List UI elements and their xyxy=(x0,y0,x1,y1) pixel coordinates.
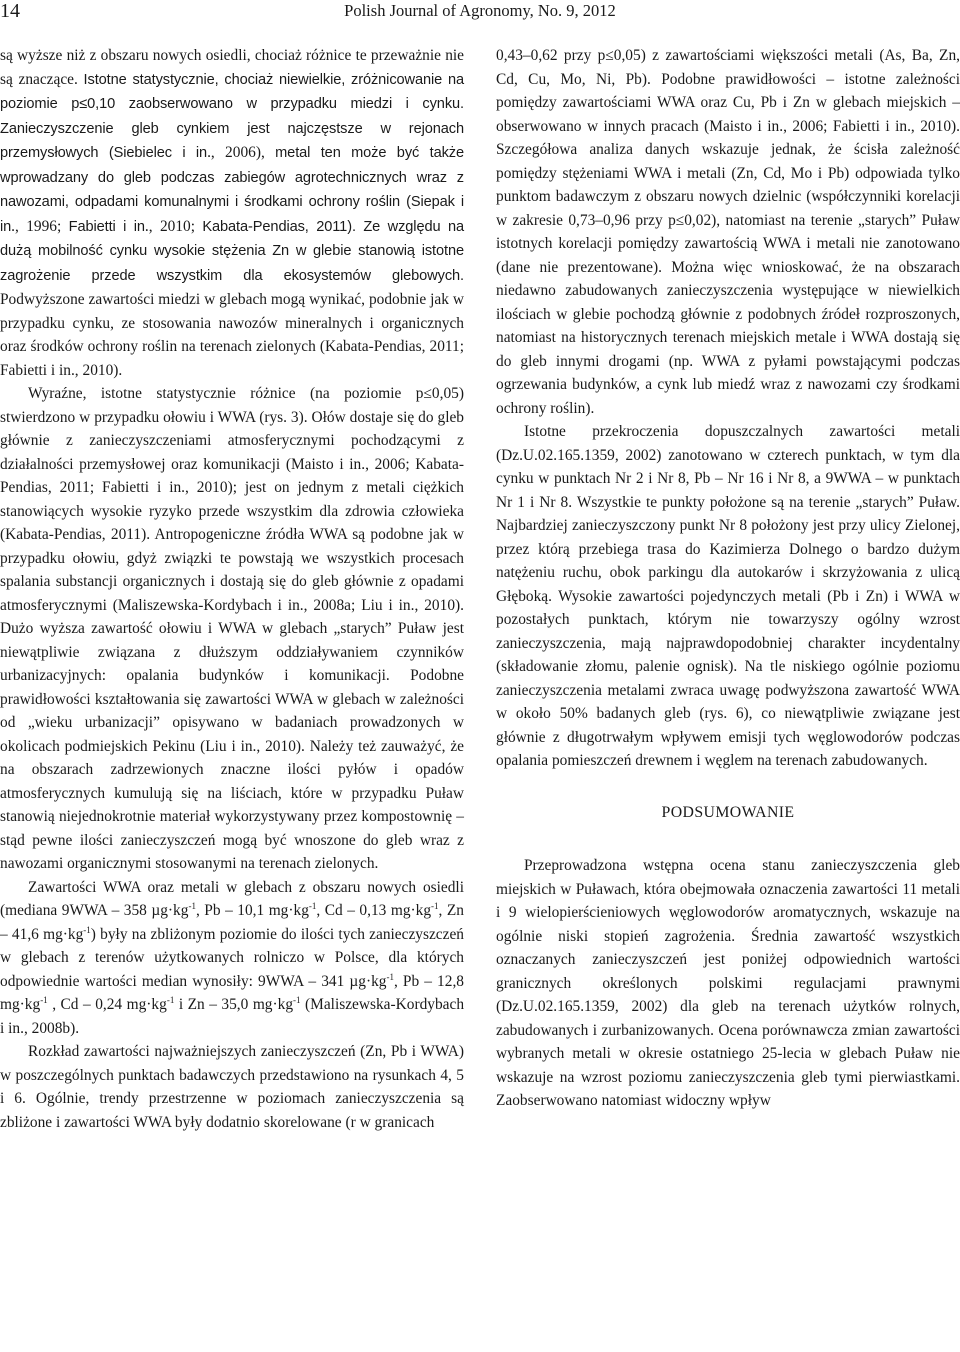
superscript: -1 xyxy=(188,901,196,911)
text-run: ., 2010; xyxy=(144,217,203,235)
text-run: i Zn – 35,0 mg·kg xyxy=(174,996,294,1013)
superscript: -1 xyxy=(40,995,48,1005)
right-column xyxy=(496,44,960,1113)
paragraph-lead-pah: Wyraźne, istotne statystycznie różnice (na poziomie p≤0,05) stwierdzono w przypadku ołowiu i WWA (rys. 3). Ołów dostaje się do gleb głównie z zanieczyszczeniami atmosferycznymi pochodzącymi z działalności przemysłowej oraz komunikacji (Maisto i in., 2006; Kabata-Pendias, 2011; Fabietti i in., 2010); jest on jednym z metali ciężkich stanowiących wysokie ryzyko przede wszystkim dla zdrowia człowieka (Kabata-Pendias, 2011). Antropogeniczne źródła WWA są podobne jak w przypadku ołowiu, gdyż związki te powstają we wszystkich procesach spalania substancji organicznych i dostają się do gleb głównie z opadami atmosferycznymi (Maliszewska-Kordybach i in., 2008a; Liu i in., 2010). Dużo wyższa zawartość ołowiu i WWA w glebach „starych” Puław jest niewątpliwie związana z dłuższym oddziaływaniem czynników urbanizacyjnych: opalania budynków i komunikacji. Podobne prawidłowości kształtowania się zawartości WWA w glebach w zależności od „wieku urbanizacji” opisywano w badaniach prowadzonych w okolicach podmiejskich Pekinu (Liu i in., 2010). Należy też zauważyć, że na obszarach zadrzewionych znaczne ilości pyłów i opadów atmosferycznych kumulują się na liściach, które w przypadku Puław stanowią niejednokrotnie materiał wykorzystywany przez kompostownię – stąd pewne ilości zanieczyszczeń mogą być wnoszone do gleb wraz z nawozami organicznymi stosowanymi na terenach zielonych. xyxy=(0,385,464,872)
left-column xyxy=(0,44,464,1134)
text-run: Podwyższone zawartości miedzi w glebach mogą wynikać, podobnie jak w przypadku cynku, ze stosowania nawozów mineralnych i organicznych oraz środków ochrony roślin na terenach zielonych (Kabata-Pendias, 2011; Fabietti i in., 2010). xyxy=(0,291,464,379)
paragraph-correlations: 0,43–0,62 przy p≤0,05) z zawartościami większości metali (As, Ba, Zn, Cd, Cu, Mo, Ni, Pb). Podobne prawidłowości – istotne zależności pomiędzy zawartościami WWA oraz Cu, Pb i Zn w glebach miejskich – obserwowano w innych pracach (Maisto i in., 2006; Fabietti i in., 2010). Szczegółowa analiza danych wskazuje jednak, że ścisła zależność pomiędzy stężeniami WWA i metali (Zn, Cd, Mo i Pb) odpowiada tylko punktom badawczym z obszaru nowych dzielnic (współczynniki korelacji w zakresie 0,73–0,96 przy p≤0,02), natomiast na terenie „starych” Puław istotnych korelacji pomiędzy zawartością WWA i metali nie zanotowano (dane nie prezentowane). Można więc wnioskować, że na obszarach niedawno zabudowanych zanieczyszczenia występujące w niewielkich ilościach w glebie pochodzą głównie z podobnych źródeł rozproszonych, natomiast na historycznych terenach miejskich metale i WWA dostają się do gleb innymi drogami (np. WWA z pyłami powstającymi podczas ogrzewania budynków, a cynk lub miedź wraz z nawozami czy środkami ochrony roślin). xyxy=(496,47,960,417)
section-title: PODSUMOWANIE xyxy=(661,803,795,821)
superscript: -1 xyxy=(166,995,175,1005)
superscript: -1 xyxy=(431,901,439,911)
running-head: Polish Journal of Agronomy, No. 9, 2012 xyxy=(344,1,616,20)
text-run: , Pb – 10,1 mg·kg xyxy=(195,902,309,919)
text-run: , Cd – 0,24 mg·kg xyxy=(47,996,167,1013)
text-run: Istotne statystycznie, chociaż niewielkie, zróżnicowanie na poziomie p≤0,10 zaobserwowano w przypadku miedzi i cynku. Zanieczyszczenie gleb cynkiem jest najczęstsze w rejonach przemysłowych (Siebielec i in xyxy=(0,71,464,161)
paragraph-exceedances: Istotne przekroczenia dopuszczalnych zawartości metali (Dz.U.02.165.1359, 2002) zanotowano w czterech punktach, w tym dla cynku w punktach Nr 2 i Nr 8, Pb – Nr 16 i Nr 8, a 9WWA – w punktach Nr 1 i Nr 8. Wszystkie te punkty położone są na terenie „starych” Puław. Najbardziej zanieczyszczony punkt Nr 8 położony jest przy ulicy Zielonej, przez którą przebiega trasa do Kazimierza Dolnego o bardzo dużym natężeniu ruchu, obok parkingu dla autokarów i skrzyżowania z ulicą Głęboką. Wysokie zawartości pojedynczych metali (Pb i Zn) i WWA w pozostałych punktach, którym nie towarzyszy ogólny wzrost zanieczyszczenia, mają najprawdopodobniej charakter incydentalny (składowanie złomu, palenie ognisk). Na tle niskiego ogólnie poziomu zanieczyszczenia metalami zwraca uwagę podwyższona zawartość WWA w około 50% badanych gleb (rys. 6), co niewątpliwie związane jest głównie z długotrwałym wpływem emisji tych węglowodorów podczas opalania pomieszczeń drewnem i węglem na terenach zabudowanych. xyxy=(496,423,960,769)
text-run: , Cd – 0,13 mg·kg xyxy=(316,902,432,919)
text-run: ., 1996; xyxy=(11,217,69,235)
superscript: -1 xyxy=(308,901,317,911)
text-run: są wyższe niż z obszaru nowych osiedli, chociaż różnice te przeważnie nie są znaczące. xyxy=(0,47,464,88)
text-run: ) były na zbliżonym poziomie do ilości tych zanieczyszczeń w glebach z terenów użytkowanych rolniczo w Polsce, dla których odpowiednie wartości median wynosiły: 9WWA – 341 µg·kg xyxy=(0,925,464,990)
paragraph-median-values xyxy=(0,876,464,1041)
text-run: Fabietti i in xyxy=(68,218,145,235)
paragraph-spatial-distribution: Rozkład zawartości najważniejszych zanieczyszczeń (Zn, Pb i WWA) w poszczególnych punktach badawczych przedstawiono na rysunkach 4, 5 i 6. Ogólnie, trendy przestrzenne w poziomach zanieczyszczenia są zbliżone i zawartości WWA były dodatnio skorelowane (r w granicach xyxy=(0,1043,464,1131)
paragraph-summary: Przeprowadzona wstępna ocena stanu zanieczyszczenia gleb miejskich w Puławach, która obejmowała oznaczenia zawartości 11 metali i 9 wielopierścieniowych węglowodorów aromatycznych, wskazuje na ogólnie niski stopień zagrożenia. Średnia zawartość wszystkich oznaczanych zanieczyszczeń jest poniżej odpowiednich wartości granicznych określonych polskimi regulacjami prawnymi (Dz.U.02.165.1359, 2002) dla gleb na terenach użytków rolnych, zabudowanych i zurbanizowanych. Ocena porównawcza zmian zawartości wybranych metali w okresie ostatniego 25-lecia w glebach Puław nie wskazuje na wzrost poziomu zanieczyszczenia gleb tymi pierwiastkami. Zaobserwowano natomiast widoczny wpływ xyxy=(496,857,960,1109)
paragraph-zinc-copper xyxy=(0,44,464,382)
superscript: -1 xyxy=(386,971,394,982)
page-header xyxy=(0,0,960,30)
text-run: metal ten może być także wprowadzany do gleb podczas zabiegów agrotechnicznych wraz z nawozami, odpadami komunalnymi i środkami ochrony roślin (Siepak i in xyxy=(0,145,465,235)
superscript: -1 xyxy=(293,995,301,1005)
text-run: , Pb – 12,8 mg·kg xyxy=(0,972,464,1013)
superscript: -1 xyxy=(83,924,91,935)
text-run: ., 2006), xyxy=(207,144,276,161)
page-number: 14 xyxy=(0,0,20,22)
text-run: (Maliszewska-Kordybach i in., 2008b). xyxy=(0,996,465,1037)
text-run: Zawartości WWA oraz metali w glebach z obszaru nowych osiedli (mediana 9WWA – 358 µg·kg xyxy=(0,878,464,919)
text-run: Kabata-Pendias, 2011). Ze względu na dużą mobilność cynku wysokie stężenia Zn w glebie stanowią istotne zagrożenie przede wszystkim dla ekosystemów glebowych. xyxy=(0,218,464,284)
text-run: , Zn – 41,6 mg·kg xyxy=(0,902,464,943)
